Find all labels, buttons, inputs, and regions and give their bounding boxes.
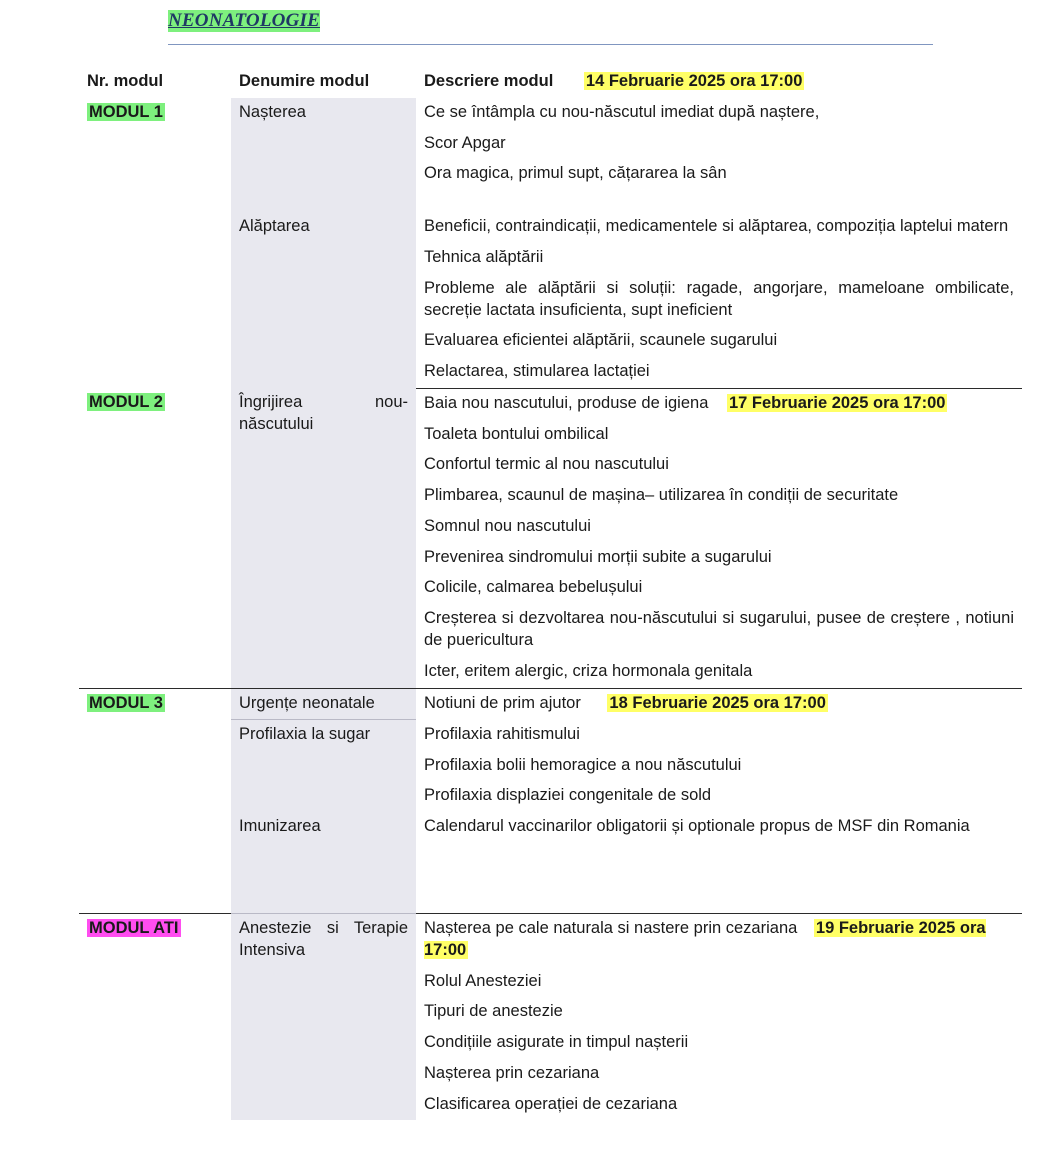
module-name-cell-imunizarea: Imunizarea bbox=[231, 812, 416, 914]
table-row bbox=[79, 388, 1022, 419]
schedule-table bbox=[79, 67, 1022, 1120]
column-header-module-desc bbox=[416, 67, 1022, 98]
description-cell: Probleme ale alăptării si soluții: ragade, angorjare, mameloane ombilicate, secreție lactata insuficienta, supt ineficient bbox=[416, 274, 1022, 327]
description-cell: Nașterea prin cezariana bbox=[416, 1059, 1022, 1090]
description-cell bbox=[416, 688, 1022, 720]
description-cell: Profilaxia rahitismului bbox=[416, 720, 1022, 751]
title-divider bbox=[168, 44, 933, 45]
description-cell: Toaleta bontului ombilical bbox=[416, 420, 1022, 451]
module-name-cell-urgente: Urgențe neonatale bbox=[231, 688, 416, 720]
module-date-badge: 19 Februarie 2025 ora 17:00 bbox=[424, 919, 986, 959]
description-cell: Calendarul vaccinarilor obligatorii și optionale propus de MSF din Romania bbox=[416, 812, 1022, 914]
description-cell: Ce se întâmpla cu nou-născutul imediat după naștere, bbox=[416, 98, 1022, 129]
description-text: Nașterea pe cale naturala si nastere prin cezariana bbox=[424, 919, 798, 938]
module-badge: MODUL 3 bbox=[89, 693, 163, 712]
description-cell: Tehnica alăptării bbox=[416, 243, 1022, 274]
description-cell: Profilaxia bolii hemoragice a nou născutului bbox=[416, 751, 1022, 782]
description-cell: Somnul nou nascutului bbox=[416, 512, 1022, 543]
module-name-cell-nasterea: Nașterea bbox=[231, 98, 416, 213]
description-cell: Rolul Anesteziei bbox=[416, 967, 1022, 998]
description-cell: Profilaxia displaziei congenitale de sold bbox=[416, 781, 1022, 812]
module-number-cell-1 bbox=[79, 98, 231, 389]
table-row bbox=[79, 98, 1022, 129]
table-row bbox=[79, 914, 1022, 967]
description-cell: Condițiile asigurate in timpul nașterii bbox=[416, 1028, 1022, 1059]
description-text: Baia nou nascutului, produse de igiena bbox=[424, 393, 709, 412]
description-cell: Beneficii, contraindicații, medicamentele si alăptarea, compoziția laptelui matern bbox=[416, 212, 1022, 243]
description-cell: Prevenirea sindromului morții subite a sugarului bbox=[416, 543, 1022, 574]
module-date-badge: 17 Februarie 2025 ora 17:00 bbox=[728, 393, 946, 412]
page-title: NEONATOLOGIE bbox=[168, 10, 320, 31]
module-name-cell-alaptarea: Alăptarea bbox=[231, 212, 416, 388]
column-header-module-name: Denumire modul bbox=[239, 72, 370, 90]
module-badge: MODUL ATI bbox=[89, 919, 179, 938]
module-name-cell-ingrijirea: Îngrijirea nou-născutului bbox=[231, 388, 416, 688]
description-cell: Plimbarea, scaunul de mașina– utilizarea în condiții de securitate bbox=[416, 481, 1022, 512]
module-number-cell-3 bbox=[79, 688, 231, 914]
description-cell: Icter, eritem alergic, criza hormonala genitala bbox=[416, 657, 1022, 688]
header-desc-label: Descriere modul bbox=[424, 72, 554, 90]
description-cell bbox=[416, 914, 1022, 967]
description-cell: Scor Apgar bbox=[416, 129, 1022, 160]
description-cell: Relactarea, stimularea lactației bbox=[416, 357, 1022, 388]
description-cell: Colicile, calmarea bebelușului bbox=[416, 573, 1022, 604]
module-name-cell-profilaxia: Profilaxia la sugar bbox=[231, 720, 416, 812]
description-cell: Confortul termic al nou nascutului bbox=[416, 450, 1022, 481]
title-block bbox=[0, 0, 1040, 45]
description-cell: Creșterea si dezvoltarea nou-născutului si sugarului, pusee de creștere , notiuni de puericultura bbox=[416, 604, 1022, 657]
schedule-table-wrapper bbox=[0, 67, 1040, 1120]
description-cell: Ora magica, primul supt, cățararea la sân bbox=[416, 159, 1022, 212]
description-text: Notiuni de prim ajutor bbox=[424, 693, 581, 712]
table-header-row bbox=[79, 67, 1022, 98]
column-header-module-no: Nr. modul bbox=[87, 72, 164, 90]
module-number-cell-2 bbox=[79, 388, 231, 688]
table-row bbox=[79, 688, 1022, 720]
module-date-badge: 18 Februarie 2025 ora 17:00 bbox=[609, 693, 826, 712]
description-cell: Evaluarea eficientei alăptării, scaunele sugarului bbox=[416, 326, 1022, 357]
description-cell: Tipuri de anestezie bbox=[416, 997, 1022, 1028]
module-number-cell-ati bbox=[79, 914, 231, 1121]
description-cell bbox=[416, 388, 1022, 419]
header-date-badge: 14 Februarie 2025 ora 17:00 bbox=[585, 72, 803, 90]
description-cell: Clasificarea operației de cezariana bbox=[416, 1090, 1022, 1121]
module-badge: MODUL 2 bbox=[89, 393, 163, 412]
module-badge: MODUL 1 bbox=[89, 102, 163, 121]
module-name-cell-ati: Anestezie si Terapie Intensiva bbox=[231, 914, 416, 1121]
